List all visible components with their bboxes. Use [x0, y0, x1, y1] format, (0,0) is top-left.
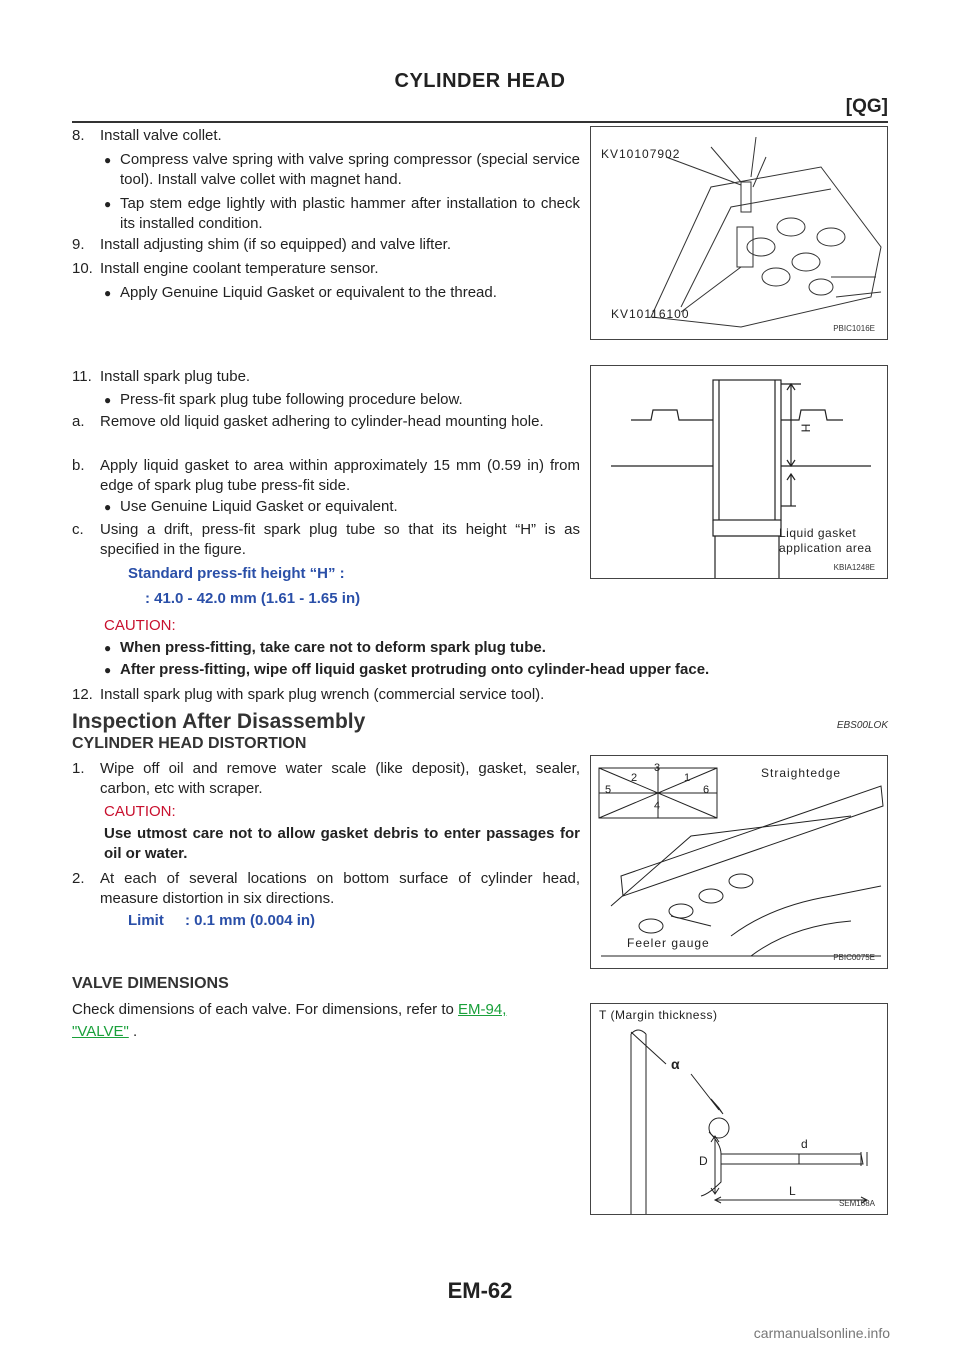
valve-text-tail: .	[132, 1023, 138, 1040]
step-11-text: Install spark plug tube.	[100, 368, 251, 385]
caution-label: CAUTION:	[104, 617, 176, 634]
straightedge-label: Straightedge	[761, 766, 842, 780]
substep-c-label: c.	[72, 521, 84, 538]
step-12-number: 12.	[72, 686, 93, 703]
step-8-number: 8.	[72, 127, 85, 144]
substep-a-text: Remove old liquid gasket adhering to cylinder-head mounting hole.	[100, 413, 544, 430]
distortion-caution-text: Use utmost care not to allow gasket debris to enter passages for oil or water.	[104, 825, 580, 862]
bullet-icon: ●	[104, 286, 112, 300]
direction-4: 4	[654, 800, 661, 812]
direction-6: 6	[703, 784, 710, 796]
page-title: CYLINDER HEAD	[394, 70, 566, 92]
step-11-bullet-1: Press-fit spark plug tube following procedure below.	[120, 391, 463, 408]
section-code: EBS00LOK	[836, 720, 888, 731]
limit-value: : 0.1 mm (0.004 in)	[185, 912, 316, 929]
distortion-step-2-text: At each of several locations on bottom surface of cylinder head, measure distortion in six directions.	[100, 870, 580, 907]
step-8-bullet-2: Tap stem edge lightly with plastic hammer after installation to check its installed condition.	[120, 195, 580, 232]
valve-dimensions-illustration	[591, 1004, 887, 1214]
figure-spark-plug-tube	[590, 365, 888, 579]
step-12-text: Install spark plug with spark plug wrench (commercial service tool).	[100, 686, 545, 703]
length-label: L	[789, 1184, 796, 1198]
substep-a-label: a.	[72, 413, 85, 430]
step-9-number: 9.	[72, 236, 85, 253]
valve-text-body: Check dimensions of each valve. For dimensions, refer to	[72, 1001, 454, 1018]
section-tag: [QG]	[845, 96, 888, 117]
gasket-area-label-2: application area	[779, 541, 872, 555]
spec-label: Standard press-fit height “H” :	[128, 565, 345, 582]
header-rule	[72, 121, 888, 123]
section-heading: Inspection After Disassembly	[72, 710, 366, 733]
tool-label-top: KV10107902	[601, 147, 681, 161]
caution-bullet-1: When press-fitting, take care not to deform spark plug tube.	[120, 639, 546, 656]
feeler-gauge-label: Feeler gauge	[627, 936, 710, 950]
figure-valve-collet	[590, 126, 888, 340]
direction-1: 1	[684, 772, 691, 784]
stem-diameter-label: d	[801, 1137, 808, 1151]
height-h-label: H	[798, 423, 813, 433]
step-8-bullet-1: Compress valve spring with valve spring compressor (special service tool). Install valve collet with magnet hand.	[120, 151, 580, 188]
gasket-area-label-1: Liquid gasket	[779, 526, 857, 540]
em94-link[interactable]: EM-94,	[458, 1001, 507, 1018]
tool-label-bottom: KV10116100	[611, 307, 690, 321]
figure-code: PBIC1016E	[833, 324, 875, 333]
head-diameter-label: D	[699, 1154, 708, 1168]
bullet-icon: ●	[104, 663, 112, 677]
subsection-heading-valve: VALVE DIMENSIONS	[72, 975, 229, 992]
valve-text	[72, 1000, 580, 1020]
distortion-step-1-text: Wipe off oil and remove water scale (like deposit), gasket, sealer, carbon, etc with scraper.	[100, 760, 580, 797]
bullet-icon: ●	[104, 393, 112, 407]
distortion-step-2-number: 2.	[72, 870, 85, 887]
substep-b-text: Apply liquid gasket to area within approximately 15 mm (0.59 in) from edge of spark plug tube press-fit side.	[100, 457, 580, 494]
spec-value: : 41.0 - 42.0 mm (1.61 - 1.65 in)	[145, 590, 361, 607]
substep-b-bullet: Use Genuine Liquid Gasket or equivalent.	[120, 498, 398, 515]
step-10-bullet-1: Apply Genuine Liquid Gasket or equivalent to the thread.	[120, 284, 497, 301]
caution-bullet-2: After press-fitting, wipe off liquid gasket protruding onto cylinder-head upper face.	[120, 661, 710, 678]
step-8-text: Install valve collet.	[100, 127, 222, 144]
page-number: EM-62	[447, 1278, 513, 1303]
margin-thickness-label: T (Margin thickness)	[599, 1008, 718, 1022]
figure-code: KBIA1248E	[833, 563, 875, 572]
figure-code: SEM188A	[838, 1199, 875, 1208]
step-11-number: 11.	[72, 368, 92, 385]
direction-5: 5	[605, 784, 612, 796]
distortion-caution-label: CAUTION:	[104, 803, 176, 820]
step-10-text: Install engine coolant temperature sensor.	[100, 260, 379, 277]
watermark: carmanualsonline.info	[753, 1325, 890, 1341]
bullet-icon: ●	[104, 197, 112, 211]
direction-2: 2	[631, 772, 638, 784]
valve-link[interactable]: "VALVE"	[72, 1023, 129, 1040]
alpha-label: α	[671, 1056, 680, 1072]
subsection-heading-distortion: CYLINDER HEAD DISTORTION	[72, 735, 307, 752]
substep-c-text: Using a drift, press-fit spark plug tube so that its height “H” is as specified in the figure.	[100, 521, 580, 558]
bullet-icon: ●	[104, 641, 112, 655]
distortion-step-1-number: 1.	[72, 760, 85, 777]
direction-3: 3	[654, 762, 661, 774]
valve-text-line2	[72, 1022, 137, 1042]
figure-code: PBIC0075E	[833, 953, 875, 962]
step-10-number: 10.	[72, 260, 93, 277]
limit-label: Limit	[128, 912, 164, 929]
figure-distortion-check	[590, 755, 888, 969]
bullet-icon: ●	[104, 500, 112, 514]
bullet-icon: ●	[104, 153, 112, 167]
step-9-text: Install adjusting shim (if so equipped) and valve lifter.	[100, 236, 452, 253]
substep-b-label: b.	[72, 457, 85, 474]
figure-valve-dimensions	[590, 1003, 888, 1215]
